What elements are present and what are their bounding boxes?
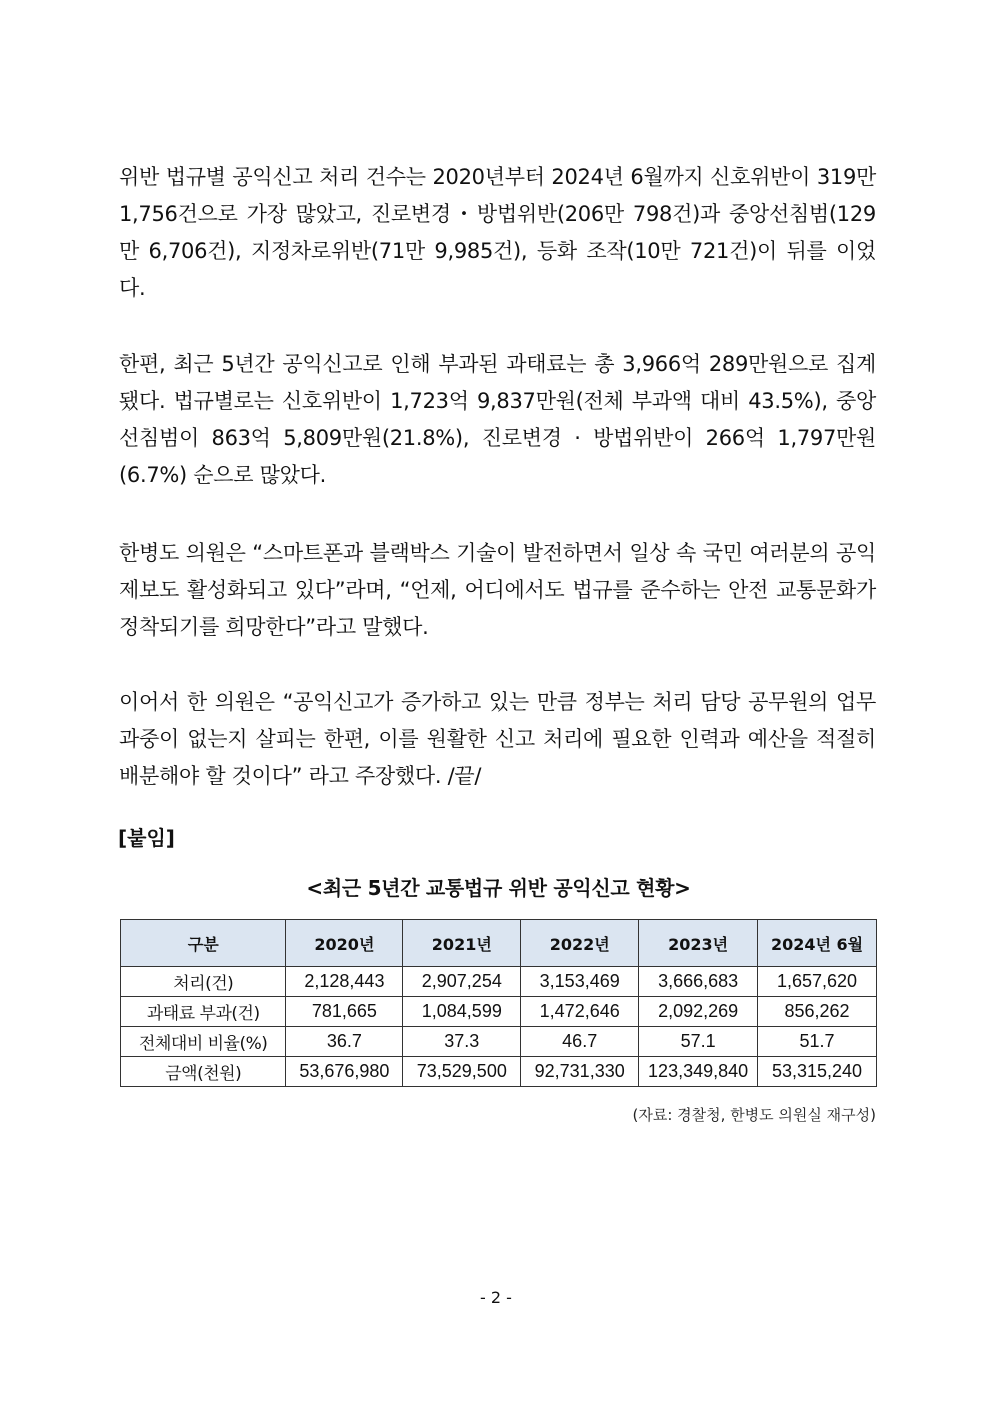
table-cell: 856,262 <box>758 997 877 1027</box>
table-cell: 3,153,469 <box>521 967 639 997</box>
row-label: 처리(건) <box>121 967 286 997</box>
row-label: 과태료 부과(건) <box>121 997 286 1027</box>
table-row <box>121 997 877 1027</box>
stats-table <box>120 919 877 1087</box>
table-header-row <box>121 920 877 967</box>
table-cell: 123,349,840 <box>639 1057 758 1087</box>
table-cell: 1,472,646 <box>521 997 639 1027</box>
table-cell: 2,092,269 <box>639 997 758 1027</box>
header-2022: 2022년 <box>521 920 639 967</box>
table-cell: 2,128,443 <box>286 967 403 997</box>
paragraph-fines-total: 한편, 최근 5년간 공익신고로 인해 부과된 과태료는 총 3,966억 289만원으로 집계됐다. 법규별로는 신호위반이 1,723억 9,837만원(전체 부과액 대비 43.5%), 중앙선침범이 863억 5,809만원(21.8%), 진로변경 · 방법위반이 266억 1,797만원(6.7%) 순으로 많았다. <box>119 352 876 487</box>
page-number: - 2 - <box>480 1288 512 1307</box>
table-title: <최근 5년간 교통법규 위반 공익신고 현황> <box>306 876 691 900</box>
header-2021: 2021년 <box>403 920 521 967</box>
header-2020: 2020년 <box>286 920 403 967</box>
table-cell: 57.1 <box>639 1027 758 1057</box>
attachment-label: [붙임] <box>118 826 175 850</box>
header-2023: 2023년 <box>639 920 758 967</box>
table-cell: 36.7 <box>286 1027 403 1057</box>
table-cell: 1,084,599 <box>403 997 521 1027</box>
paragraph-closing-quote: 이어서 한 의원은 “공익신고가 증가하고 있는 만큼 정부는 처리 담당 공무원의 업무 과중이 없는지 살피는 한편, 이를 원활한 신고 처리에 필요한 인력과 예산을 적절히 배분해야 할 것이다” 라고 주장했다. /끝/ <box>119 690 876 788</box>
table-cell: 37.3 <box>403 1027 521 1057</box>
table-cell: 51.7 <box>758 1027 877 1057</box>
table-row <box>121 967 877 997</box>
table-row <box>121 1027 877 1057</box>
header-2024-jun: 2024년 6월 <box>758 920 877 967</box>
table-cell: 2,907,254 <box>403 967 521 997</box>
paragraph-lawmaker-quote: 한병도 의원은 “스마트폰과 블랙박스 기술이 발전하면서 일상 속 국민 여러분의 공익 제보도 활성화되고 있다”라며, “언제, 어디에서도 법규를 준수하는 안전 교통문화가 정착되기를 희망한다”라고 말했다. <box>119 541 876 639</box>
header-category: 구분 <box>121 920 286 967</box>
table-row <box>121 1057 877 1087</box>
table-cell: 92,731,330 <box>521 1057 639 1087</box>
row-label: 금액(천원) <box>121 1057 286 1087</box>
table-source-note: (자료: 경찰청, 한병도 의원실 재구성) <box>632 1106 876 1124</box>
table-cell: 3,666,683 <box>639 967 758 997</box>
paragraph-violation-counts: 위반 법규별 공익신고 처리 건수는 2020년부터 2024년 6월까지 신호위반이 319만 1,756건으로 가장 많았고, 진로변경・방법위반(206만 798건)과 중앙선침범(129만 6,706건), 지정차로위반(71만 9,985건), 등화 조작(10만 721건)이 뒤를 이었다. <box>119 165 876 300</box>
table-cell: 46.7 <box>521 1027 639 1057</box>
table-cell: 1,657,620 <box>758 967 877 997</box>
table-cell: 73,529,500 <box>403 1057 521 1087</box>
table-cell: 53,315,240 <box>758 1057 877 1087</box>
row-label: 전체대비 비율(%) <box>121 1027 286 1057</box>
table-cell: 781,665 <box>286 997 403 1027</box>
table-cell: 53,676,980 <box>286 1057 403 1087</box>
